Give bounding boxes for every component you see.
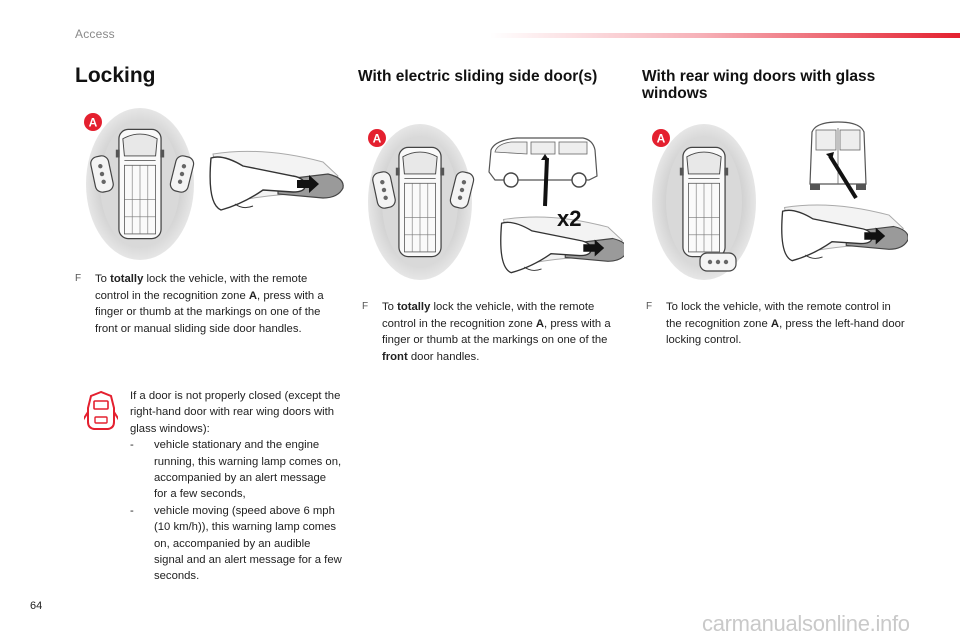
zone-badge	[84, 113, 102, 131]
locking-title: Locking	[75, 64, 156, 87]
warning-intro: If a door is not properly closed (except the right-hand door with rear wing doors with glass windows):	[130, 390, 341, 435]
door-open-warning-icon	[84, 390, 118, 432]
svg-text:A: A	[88, 115, 98, 130]
warning-item: - vehicle moving (speed above 6 mph (10 km/h)), this warning lamp comes on, accompanied by an audible signal and an alert message for a few seconds.	[130, 504, 342, 583]
van-rear-view	[810, 122, 866, 198]
sliding-instruction: F To totally lock the vehicle, with the remote control in the recognition zone A, press with a finger or thumb at the markings on one of the front door handles.	[362, 301, 611, 363]
rear-title: With rear wing doors with glass windows	[642, 68, 876, 102]
header-accent-bar	[490, 33, 960, 38]
warning-item: - vehicle stationary and the engine running, this warning lamp comes on, accompanied by an alert message for a few seconds,	[130, 439, 342, 501]
locking-illustration	[78, 102, 348, 262]
bullet-icon: F	[75, 273, 82, 284]
zone-badge	[652, 129, 670, 147]
svg-text:A: A	[372, 131, 382, 146]
sliding-title: With electric sliding side door(s)	[358, 68, 598, 85]
locking-instruction: F To totally lock the vehicle, with the remote control in the recognition zone A, press with a finger or thumb at the markings on one of the front or manual sliding side door handles.	[75, 273, 324, 335]
svg-text:A: A	[656, 131, 666, 146]
page-number: 64	[30, 600, 43, 612]
rear-illustration	[646, 118, 908, 283]
rear-instruction: F To lock the vehicle, with the remote control in the recognition zone A, press the left-hand door locking control.	[646, 301, 905, 346]
warning-text	[130, 388, 342, 585]
watermark: carmanualsonline.info	[702, 611, 910, 636]
hand-press-illustration	[210, 151, 343, 210]
press-count: x2	[557, 206, 582, 231]
van-side-view	[489, 138, 597, 206]
bullet-icon: F	[362, 301, 369, 312]
zone-badge	[368, 129, 386, 147]
sliding-illustration	[362, 118, 624, 283]
bullet-icon: F	[646, 301, 653, 312]
section-label: Access	[75, 27, 115, 41]
